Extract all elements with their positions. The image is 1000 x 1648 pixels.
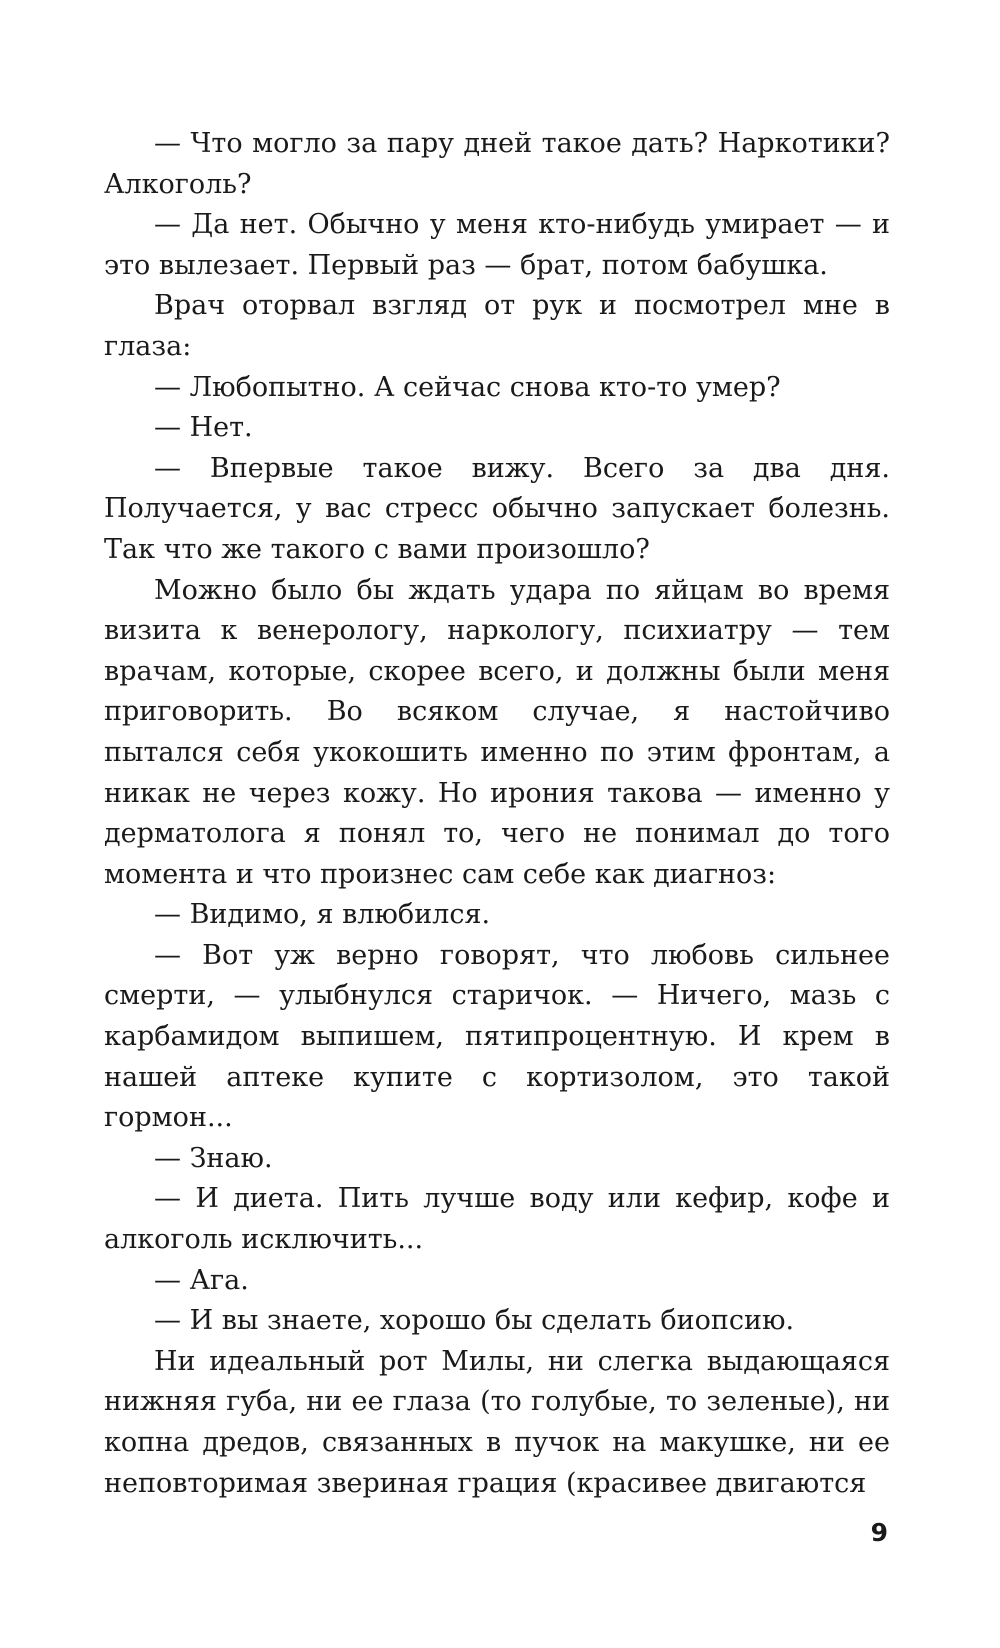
paragraph: — Что могло за пару дней такое дать? Наркотики? Алкоголь? bbox=[104, 128, 890, 200]
paragraph: — Нет. bbox=[154, 412, 253, 444]
paragraph: — Вот уж верно говорят, что любовь сильнее смерти, — улыбнулся старичок. — Ничего, мазь с карбамидом выпишем, пятипроцентную. И крем в нашей аптеке купите с кортизолом, это такой гормон... bbox=[104, 939, 890, 1134]
paragraph: — Видимо, я влюбился. bbox=[154, 899, 491, 931]
paragraph: Можно было бы ждать удара по яйцам во время визита к венерологу, наркологу, психиатру — тем врачам, которые, скорее всего, и должны были меня приговорить. Во всяком случае, я настойчиво пытался себя укокошить именно по этим фронтам, а никак не через кожу. Но ирония такова — именно у дерматолога я понял то, чего не понимал до того момента и что произнес сам себе как диагноз: bbox=[104, 574, 890, 890]
paragraph: — Впервые такое вижу. Всего за два дня. Получается, у вас стресс обычно запускает болезнь. Так что же такого с вами произошло? bbox=[104, 452, 890, 565]
paragraph: Врач оторвал взгляд от рук и посмотрел мне в глаза: bbox=[104, 290, 890, 362]
paragraph: — Знаю. bbox=[154, 1142, 273, 1174]
paragraph: — И вы знаете, хорошо бы сделать биопсию. bbox=[154, 1305, 795, 1337]
paragraph: — И диета. Пить лучше воду или кефир, кофе и алкоголь исключить... bbox=[104, 1183, 890, 1256]
paragraph: — Ага. bbox=[154, 1264, 249, 1296]
page-body-text bbox=[104, 124, 890, 1504]
paragraph: — Любопытно. А сейчас снова кто-то умер? bbox=[154, 371, 781, 403]
paragraph: Ни идеальный рот Милы, ни слегка выдающаяся нижняя губа, ни ее глаза (то голубые, то зеленые), ни копна дредов, связанных в пучок на макушке, ни ее неповторимая звериная грация (красивее двигаются bbox=[104, 1345, 890, 1499]
paragraph: — Да нет. Обычно у меня кто-нибудь умирает — и это вылезает. Первый раз — брат, потом бабушка. bbox=[104, 209, 890, 281]
page-number: 9 bbox=[870, 1518, 888, 1547]
